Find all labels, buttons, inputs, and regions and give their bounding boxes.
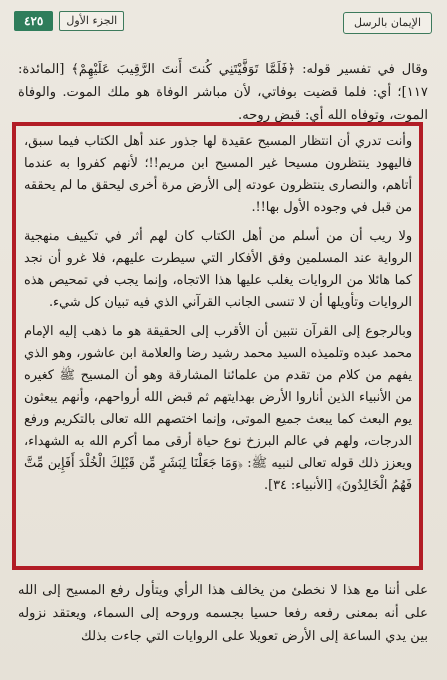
highlighted-paragraph-1: وأنت تدري أن انتظار المسيح عقيدة لها جذور عند أهل الكتاب فيما سبق، فاليهود ينتظرون مسيحا غير المسيح ابن مريم!!؛ لأنهم كفروا به عندما أتاهم، والنصارى ينتظرون عودته إلى الأرض مرة أخرى ليحقق ما لم يحققه من قبل في وجوده الأول بها!!.	[24, 134, 412, 215]
highlight-frame	[12, 122, 423, 570]
header-left-group	[14, 10, 124, 32]
bottom-paragraph: على أننا مع هذا لا نخطئ من يخالف هذا الرأي ويتأول رفع المسيح إلى الله على أنه بمعنى رفعه رفعا حسيا بجسمه وروحه إلى السماء، ويعتقد نزوله بين يدي الساعة إلى الأرض تعويلا على الروايات التي جاءت بذلك	[18, 583, 428, 644]
highlighted-paragraph-3: وبالرجوع إلى القرآن نتبين أن الأقرب إلى الحقيقة هو ما ذهب إليه الإمام محمد عبده وتلميذه السيد محمد رشيد رضا والعلامة ابن عاشور، وهو الذي يفهم من كلام من تقدم من علمائنا المشارقة وهو أن المسيح ﷺ كغيره من الأنبياء الذين أناروا الأرض بهدايتهم ثم قبض الله أرواحهم، وأنهم يبعثون يوم البعث كما يبعث جميع الموتى، وإنما اختصهم الله تعالى بالتكريم ورفع الدرجات، ولهم في عالم البرزخ نوع حياة أرقى مما أكرم الله به الشهداء، ويعزز ذلك قوله تعالى لنبيه ﷺ: ﴿وَمَا جَعَلْنَا لِبَشَرٍ مِّن قَبْلِكَ الْخُلْدَ أَفَإِين مِّتَّ فَهُمُ الْخَالِدُونَ﴾ [الأنبياء: ٣٤].	[24, 324, 412, 493]
highlighted-paragraph-2: ولا ريب أن من أسلم من أهل الكتاب كان لهم أثر في تكييف منهجية الرواية عند المسلمين وفق الأفكار التي سيطرت عليهم، فلا غرو أن نجد كما هائلا من الروايات يغلب عليها هذا الاتجاه، وإنما يجب في تمحيص هذه الروايات وتأويلها أن لا تنسى الجانب القرآني الذي فيه تبيان كل شيء.	[24, 229, 412, 310]
highlighted-text	[24, 131, 412, 504]
page-number: ٤٢٥	[14, 11, 53, 31]
part-label: الجزء الأول	[59, 11, 124, 31]
chapter-title: الإيمان بالرسل	[343, 12, 432, 34]
page-header	[6, 10, 438, 34]
top-paragraph: وقال في تفسير قوله: ﴿فَلَمَّا تَوَفَّيْتَنِي كُنتَ أَنتَ الرَّقِيبَ عَلَيْهِمْ﴾ [المائدة: ١١٧]؛ أي: فلما قضيت بوفاتي، لأن مباشر الوفاة هو ملك الموت. والوفاة الموت، وتوفاه الله أي: قبض روحه.	[18, 62, 428, 123]
